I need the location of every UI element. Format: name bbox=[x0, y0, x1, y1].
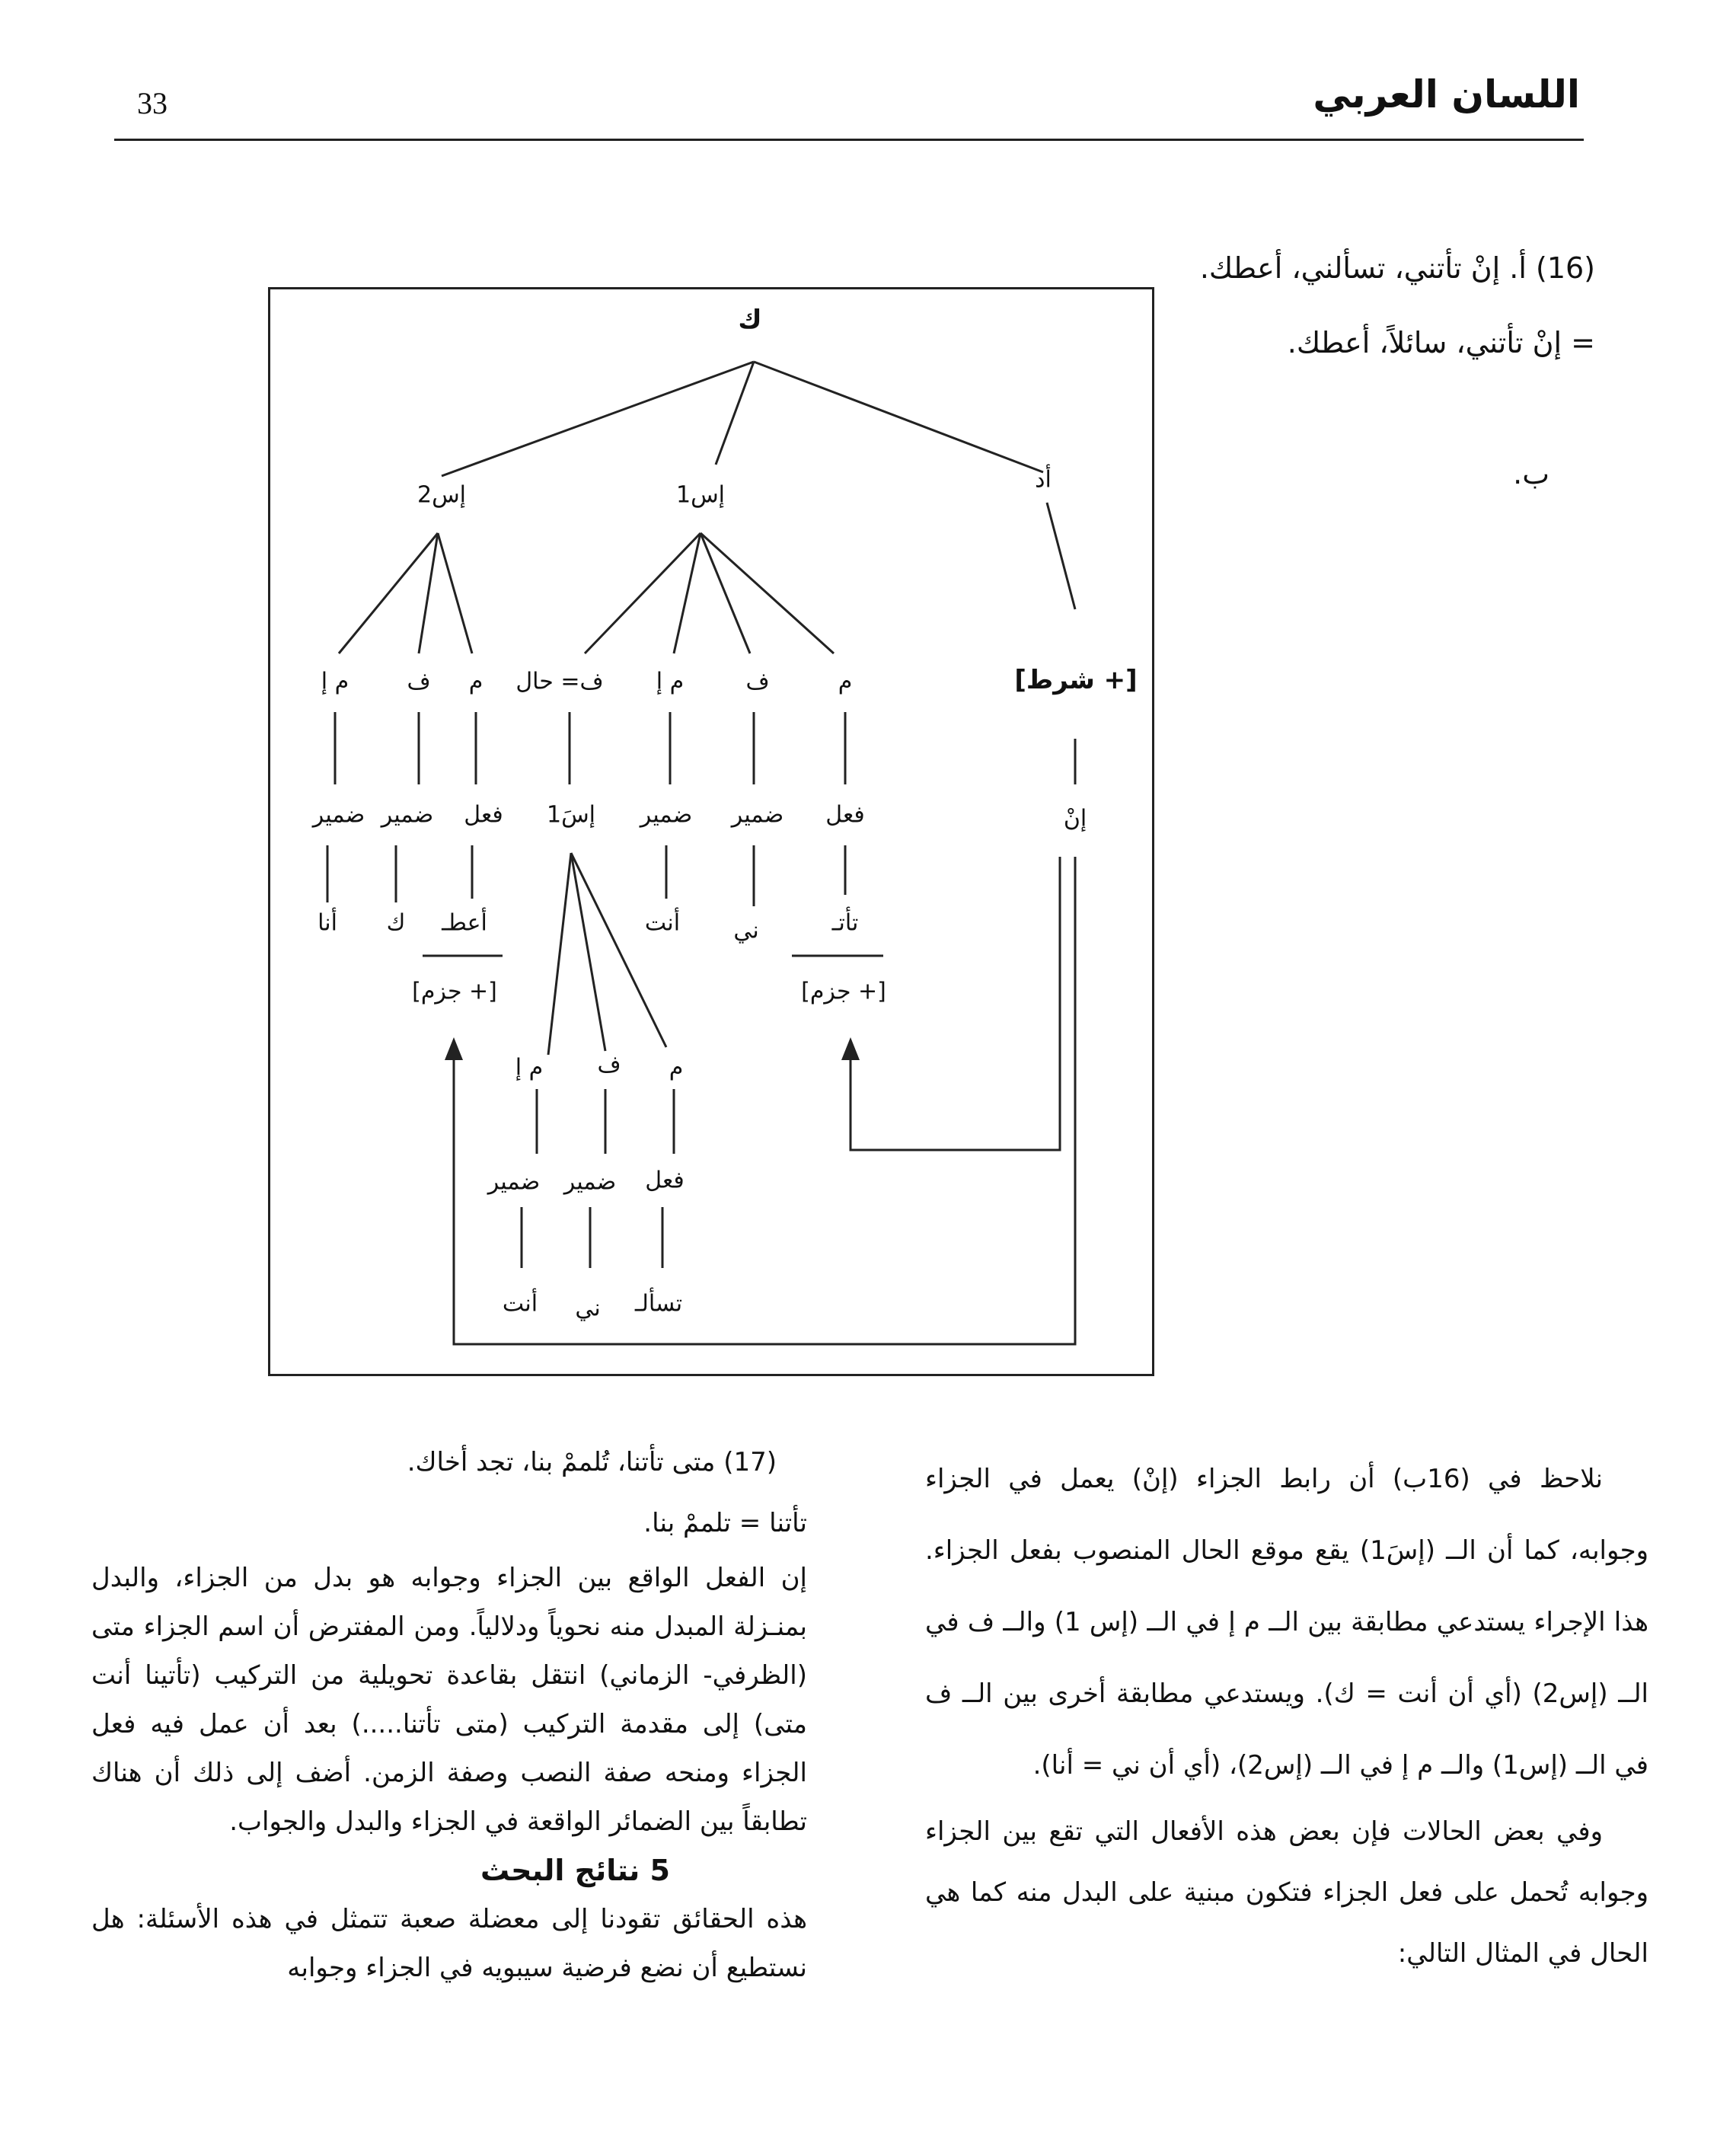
tree-sub-damir-1: ضمير bbox=[563, 1168, 617, 1196]
tree-sub-fil: فعل bbox=[645, 1167, 685, 1194]
left-paragraph: إن الفعل الواقع بين الجزاء وجوابه هو بدل من الجزاء، والبدل بمنـزلة المبدل منه نحوياً ودلالياً. ومن المفترض أن اسم الجزاء متى (الظرفي- الزماني) انتقل بقاعدة تحويلية من التركيب (تأتينا أنت متى) إلى مقدمة التركيب (متى تأتنا.....) بعد أن عمل فيه فعل الجزاء ومنحه صفة النصب وصفة الزمن. أضف إلى ذلك أن هناك تطابقاً بين الضمائر الواقعة في الجزاء والبدل والجواب. bbox=[91, 1563, 807, 1837]
tree-node-fil-1: فعل bbox=[825, 801, 865, 829]
right-column bbox=[925, 1443, 1648, 1984]
tree-leaf-ana: أنا bbox=[318, 909, 337, 937]
tree-node-is1bar: إسَ1 bbox=[546, 801, 596, 829]
tree-node-damir-2: ضمير bbox=[640, 801, 693, 829]
tree-node-damir-3: ضمير bbox=[381, 801, 434, 829]
tree-node-shart: [+ شرط] bbox=[1014, 665, 1138, 695]
journal-title: اللسان العربي bbox=[1313, 72, 1580, 117]
tree-node-damir-1: ضمير bbox=[731, 801, 784, 829]
tree-sub-m: م bbox=[669, 1054, 684, 1081]
tree-node-in: إنْ bbox=[1063, 805, 1087, 832]
example-16-line1: (16) أ. إنْ تأتني، تسألني، أعطك. bbox=[1199, 251, 1595, 285]
tree-node-is2: إس2 bbox=[416, 481, 467, 509]
example-16-label-b: ب. bbox=[1513, 457, 1549, 490]
tree-node-is1-mi: م إ bbox=[656, 668, 685, 695]
example-17-line1: (17) متى تأتنا، تُلممْ بنا، تجد أخاك. bbox=[407, 1447, 777, 1477]
tree-node-is1: إس1 bbox=[675, 481, 726, 509]
tree-feature-jazm-1: [+ جزم] bbox=[412, 978, 497, 1005]
tree-sub-leaf-ni: ني bbox=[575, 1295, 601, 1322]
tree-node-is2-mi: م إ bbox=[321, 668, 349, 695]
page-number: 33 bbox=[137, 86, 168, 120]
section-heading: 5 نتائج البحث bbox=[480, 1854, 670, 1887]
tree-sub-leaf-tas: تسألـ bbox=[634, 1290, 683, 1318]
tree-leaf-anta-1: أنت bbox=[644, 909, 681, 937]
tree-node-is2-m: م bbox=[468, 668, 484, 695]
tree-node-fil-2: فعل bbox=[464, 801, 503, 829]
tree-leaf-k: ك bbox=[386, 909, 406, 937]
tree-node-is1-m: م bbox=[838, 668, 853, 695]
tree-sub-damir-2: ضمير bbox=[487, 1168, 541, 1196]
left-column bbox=[91, 1432, 807, 1992]
tree-sub-f: ف bbox=[597, 1051, 621, 1078]
tree-node-is1-hal: ف= حال bbox=[515, 668, 604, 695]
tree-root: ك bbox=[738, 305, 762, 335]
tree-feature-jazm-2: [+ جزم] bbox=[801, 978, 886, 1005]
right-paragraph-1: نلاحظ في (16ب) أن رابط الجزاء (إنْ) يعمل في الجزاء وجوابه، كما أن الــ (إسَ1) يقع موقع الحال المنصوب بفعل الجزاء. هذا الإجراء يستدعي مطابقة بين الــ م إ في الــ (إس 1) والــ ف في الــ (إس2) (أي أن أنت = ك). ويستدعي مطابقة أخرى بين الــ ف في الــ (إس1) والــ م إ في الــ (إس2)، (أي أن ني = أنا). bbox=[925, 1464, 1649, 1781]
tree-node-damir-4: ضمير bbox=[312, 801, 365, 829]
tree-sub-leaf-anta: أنت bbox=[502, 1290, 538, 1318]
left-paragraph-2: هذه الحقائق تقودنا إلى معضلة صعبة تتمثل في هذه الأسئلة: هل نستطيع أن نضع فرضية سيبويه في الجزاء وجوابه bbox=[91, 1904, 807, 1983]
example-17-line2: تأتنا = تلممْ بنا. bbox=[643, 1508, 807, 1538]
tree-node-ad: أد bbox=[1035, 466, 1052, 493]
tree-sub-mi: م إ bbox=[515, 1054, 544, 1081]
tree-node-is1-f: ف bbox=[745, 668, 770, 695]
tree-leaf-tat: تأتـ bbox=[831, 909, 859, 937]
tree-leaf-aat: أعطـ bbox=[442, 909, 487, 937]
right-paragraph-2: وفي بعض الحالات فإن بعض هذه الأفعال التي تقع بين الجزاء وجوابه تُحمل على فعل الجزاء فتكون مبنية على البدل منه كما هي الحال في المثال التالي: bbox=[925, 1816, 1648, 1969]
tree-leaf-ni-1: ني bbox=[733, 917, 759, 944]
example-16-line2: = إنْ تأتني، سائلاً، أعطك. bbox=[1287, 326, 1595, 359]
tree-node-is2-f: ف bbox=[407, 668, 431, 695]
